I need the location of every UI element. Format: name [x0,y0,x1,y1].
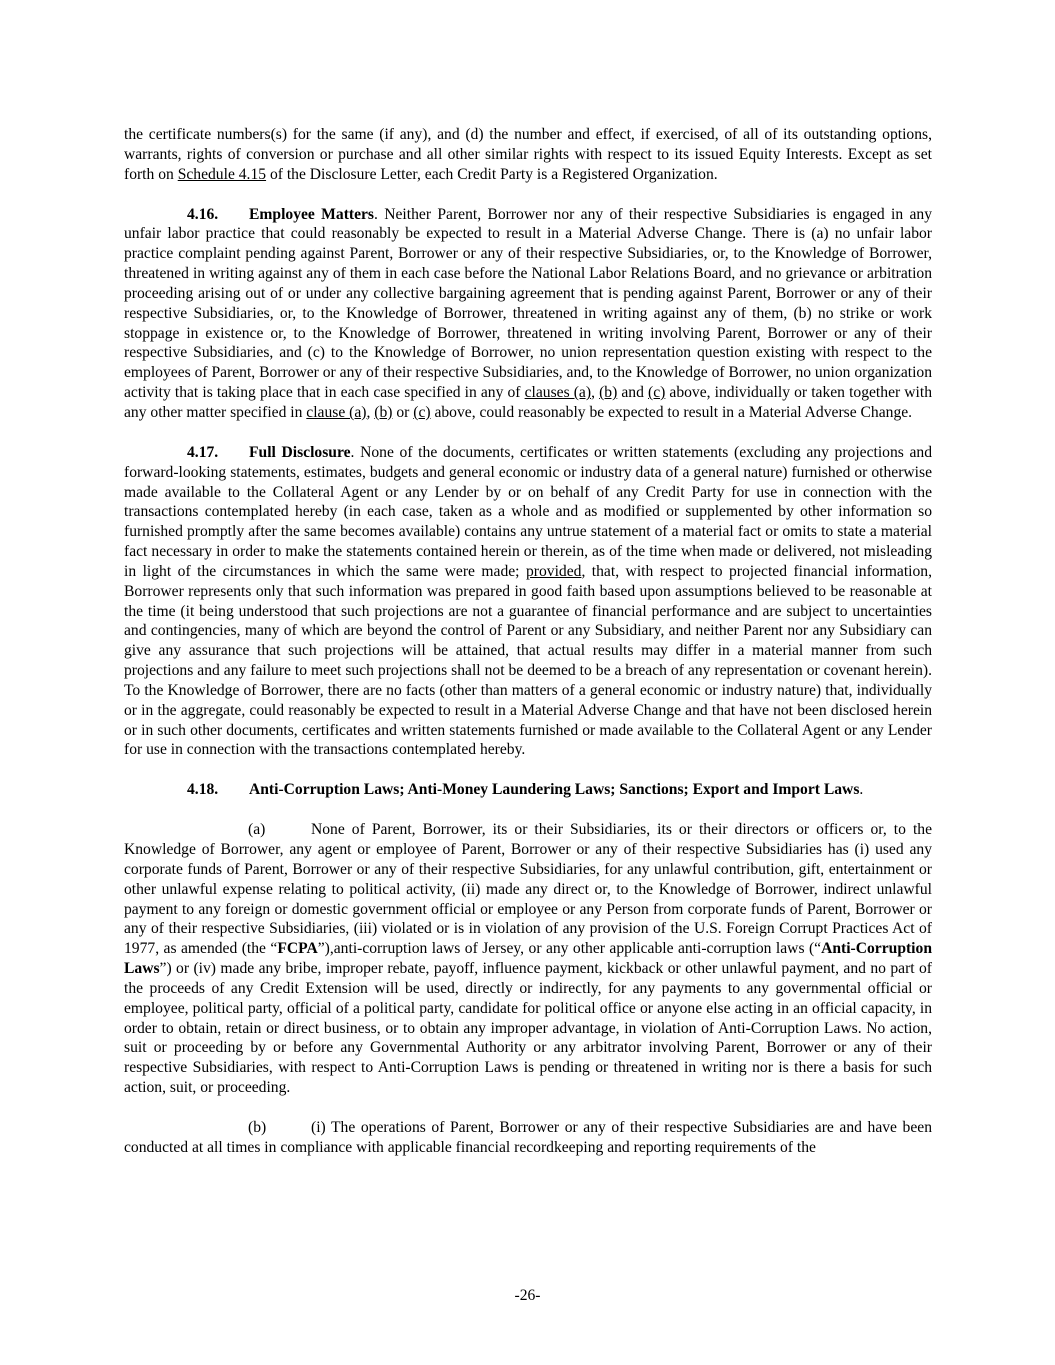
section-4-18-b [124,1118,932,1158]
text: of the Disclosure Letter, each Credit Party is a Registered Organization. [266,165,718,183]
text: . [859,781,864,799]
page-number: -26- [514,1287,541,1304]
text: None of Parent, Borrower, its or their Subsidiaries, its or their directors or officers or, to the Knowledge of Borrower, any agent or employee of Parent, Borrower or any of their respective Subsidiaries has (i) used any corporate funds of Parent, Borrower or any of their respective Subsidiaries, for any unlawful contribution, gift, entertainment or other unlawful expense relating to political activity, (ii) made any direct or, to the Knowledge of Borrower, indirect unlawful payment to any foreign or domestic government official or employee or any Person from corporate funds of Parent, Borrower or any of their respective Subsidiaries, (iii) violated or is in violation of any provision of the U.S. Foreign Corrupt Practices Act of 1977, as amended (the “ [124,821,932,958]
section-heading: Employee Matters [249,205,374,223]
text: , [591,384,600,402]
subsection-label: (b) [248,1118,267,1136]
text: . Neither Parent, Borrower nor any of their respective Subsidiaries is engaged in any unfair labor practice that could reasonably be expected to result in a Material Adverse Change. There is (a) no unfair labor practice complaint pending against Parent, Borrower or any of their respective Subsidiaries, or, to the Knowledge of Borrower, threatened in writing against any of them in each case before the National Labor Relations Board, and no grievance or arbitration proceeding arising out of or under any collective bargaining agreement that is pending against Parent, Borrower or any of their respective Subsidiaries, or, to the Knowledge of Borrower, threatened in writing against any of them, (b) no strike or work stoppage in existence or, to the Knowledge of Borrower, threatened in writing involving Parent, Borrower or any of their respective Subsidiaries, and (c) to the Knowledge of Borrower, no union representation question existing with respect to the employees of Parent, Borrower or any of their respective Subsidiaries, and, to the Knowledge of Borrower, no union organization activity that is taking place that in each case specified in any of [124,205,933,402]
intro-paragraph [124,125,932,185]
text: above, individually or taken together with any other matter specified in [124,384,933,421]
section-heading: Full Disclosure [249,443,351,461]
clause-reference: (c) [413,403,431,421]
text: (i) The operations of Parent, Borrower or any of their respective Subsidiaries are and have been conducted at all times in compliance with applicable financial recordkeeping and reporting requirements of the [124,1118,932,1156]
clause-reference: clauses (a) [524,384,592,402]
schedule-reference: Schedule 4.15 [177,165,267,183]
provided-term: provided [526,562,582,580]
subsection-label: (a) [248,821,266,839]
section-4-16 [124,205,932,423]
clause-reference: (c) [648,384,666,402]
clause-reference: (b) [374,403,393,421]
section-4-18-heading [124,780,932,800]
defined-term: Anti-Corruption Laws [124,940,932,978]
section-4-17 [124,443,932,761]
text: . None of the documents, certificates or written statements (excluding any projections and forward-looking statements, estimates, budgets and general economic or industry data of a general nature) furnished or otherwise made available to the Collateral Agent or any Lender by or on behalf of any Credit Party for use in connection with the transactions contemplated hereby (in each case, taken as a whole and as modified or supplemented by other information so furnished promptly after the same becomes available) contains any untrue statement of a material fact or omits to state a material fact necessary in order to make the statements contained herein or therein, as of the time when made or delivered, not misleading in light of the circumstances in which the same were made; [124,443,932,580]
section-number: 4.18. [187,781,219,799]
text: , that, with respect to projected financial information, Borrower represents only that such information was prepared in good faith based upon assumptions believed to be reasonable at the time (it being understood that such projections are not a guarantee of financial performance and are subject to uncertainties and contingencies, many of which are beyond the control of Parent or any Subsidiary, and neither Parent nor any Subsidiary can give any assurance that such projections will be attained, that actual results may differ in a material manner from such projections and any failure to meet such projections shall not be deemed to be a breach of any representation or covenant herein). To the Knowledge of Borrower, there are no facts (other than matters of a general economic or industry nature) that, individually or in the aggregate, could reasonably be expected to result in a Material Adverse Change and that have not been disclosed herein or in such other documents, certificates and written statements furnished or made available to the Collateral Agent or any Lender for use in connection with the transactions contemplated hereby. [124,562,932,759]
text: ”) or (iv) made any bribe, improper rebate, payoff, influence payment, kickback or other unlawful payment, and no part of the proceeds of any Credit Extension will be used, directly or indirectly, for any payments to any governmental official or employee, political party, official of a political party, candidate for political office or anyone else acting in an official capacity, in order to obtain, retain or direct business, or to obtain any improper advantage, in violation of Anti-Corruption Laws. No action, suit or proceeding by or before any Governmental Authority or any arbitrator involving Parent, Borrower or any of their respective Subsidiaries, with respect to Anti-Corruption Laws is pending or threatened in writing nor is there a basis for such action, suit, or proceeding. [124,960,932,1097]
section-number: 4.17. [187,443,219,461]
text: , [366,403,375,421]
section-number: 4.16. [187,205,219,223]
defined-term: FCPA [277,940,318,958]
text: ”),anti-corruption laws of Jersey, or any other applicable anti-corruption laws (“ [317,940,822,958]
section-heading: Anti-Corruption Laws; Anti-Money Laundering Laws; Sanctions; Export and Import Laws [249,781,860,799]
clause-reference: clause (a) [306,403,367,421]
text: the certificate numbers(s) for the same (if any), and (d) the number and effect, if exercised, of all of its outstanding options, warrants, rights of conversion or purchase and all other similar rights with respect to its issued Equity Interests. Except as set forth on [124,126,932,183]
page-body [124,125,932,1158]
text: and [617,384,648,402]
text: or [392,403,414,421]
clause-reference: (b) [599,384,618,402]
text: above, could reasonably be expected to result in a Material Adverse Change. [430,403,913,421]
section-4-18-a [124,820,932,1098]
